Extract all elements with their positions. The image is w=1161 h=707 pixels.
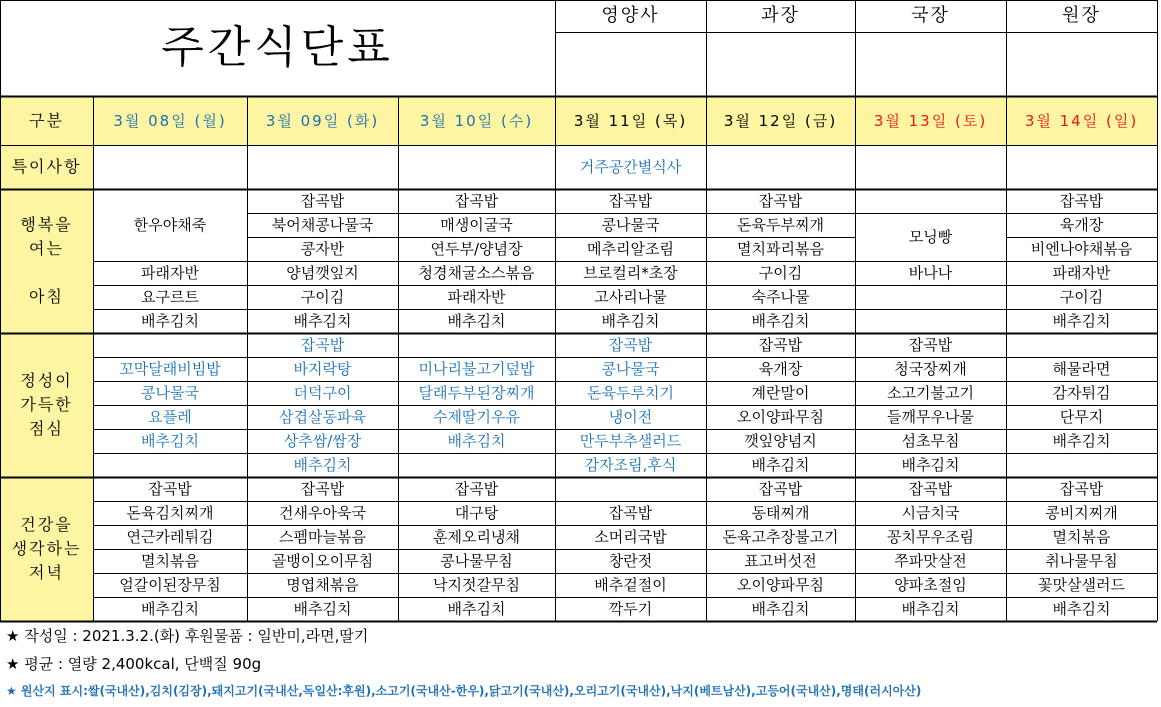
menu-item: 바지락탕: [293, 360, 352, 378]
menu-item: 잡곡밥: [908, 480, 953, 498]
approval-sign-box-3: [1006, 32, 1157, 96]
menu-item: 잡곡밥: [300, 336, 345, 354]
menu-item: 배추김치: [751, 456, 810, 474]
menu-item: 배추김치: [447, 600, 506, 618]
menu-item: 상추쌈/쌈장: [283, 432, 362, 450]
menu-item: 소고기불고기: [887, 384, 974, 402]
menu-item: 바나나: [908, 264, 953, 282]
menu-item: 감자튀김: [1052, 384, 1111, 402]
day-header-1: 3월 09일 (화): [247, 97, 398, 145]
menu-item: 배추김치: [293, 600, 352, 618]
menu-item: 배추김치: [1052, 432, 1111, 450]
menu-item: 콩비지찌개: [1045, 504, 1118, 522]
menu-item: 건새우아욱국: [279, 504, 366, 522]
menu-item: 꽃맛살샐러드: [1038, 576, 1125, 594]
menu-item: 시금치국: [901, 504, 960, 522]
day-header-0: 3월 08일 (월): [93, 97, 247, 145]
menu-item: 요구르트: [141, 288, 199, 306]
menu-item: 잡곡밥: [608, 336, 653, 354]
menu-item: 달래두부된장찌개: [418, 384, 535, 402]
menu-item: 오이양파무침: [737, 408, 824, 426]
menu-item: 육개장: [1059, 216, 1104, 234]
menu-item: 잡곡밥: [758, 192, 803, 210]
menu-item: 잡곡밥: [758, 336, 803, 354]
menu-item: 잡곡밥: [300, 480, 345, 498]
menu-item: [855, 309, 1006, 333]
menu-item: 수제딸기우유: [433, 408, 520, 426]
menu-item: 돈육김치찌개: [126, 504, 214, 522]
menu-item: 잡곡밥: [454, 192, 499, 210]
menu-item: 배추김치: [1052, 312, 1111, 330]
menu-item: [398, 453, 555, 477]
header-label: 구분: [0, 97, 93, 145]
menu-item: 콩나물국: [141, 384, 199, 402]
menu-item: 배추김치: [141, 600, 199, 618]
page-title: 주간식단표: [161, 21, 394, 73]
special-note-1: [247, 145, 398, 189]
menu-item: 구이김: [300, 288, 345, 306]
menu-item: [855, 285, 1006, 309]
menu-item: 잡곡밥: [908, 336, 953, 354]
menu-item: 파래자반: [1052, 264, 1111, 282]
special-note-3: 거주공간별식사: [579, 158, 682, 176]
menu-item: 잡곡밥: [1059, 480, 1104, 498]
menu-item: 메추리알조림: [587, 240, 674, 258]
menu-item: 배추김치: [293, 456, 352, 474]
menu-item: 한우야채죽: [133, 216, 207, 234]
menu-item: 깻잎양념지: [744, 432, 817, 450]
menu-item: 연두부/양념장: [430, 240, 523, 258]
menu-item: 배추김치: [141, 312, 199, 330]
menu-item: 냉이전: [608, 408, 653, 426]
menu-item: 삼겹살동파육: [279, 408, 366, 426]
day-header-5: 3월 13일 (토): [855, 97, 1006, 145]
menu-item: 꼬막달래비빔밥: [119, 360, 221, 378]
approval-label-3: 원장: [1062, 5, 1101, 27]
menu-item: 얼갈이된장무침: [119, 576, 221, 594]
menu-item: 꽁치무우조림: [887, 528, 974, 546]
special-note-2: [398, 145, 555, 189]
special-note-4: [706, 145, 855, 189]
menu-item: 잡곡밥: [1059, 192, 1104, 210]
special-label: 특이사항: [0, 145, 93, 189]
menu-item: 매생이굴국: [440, 216, 513, 234]
menu-item: 배추김치: [1052, 600, 1111, 618]
meal-label-2: 건강을 생각하는 저녁: [0, 477, 93, 621]
menu-item: 배추김치: [601, 312, 660, 330]
menu-item: 표고버섯전: [744, 552, 817, 570]
menu-item: 멸치볶음: [141, 552, 199, 570]
special-note-6: [1006, 145, 1157, 189]
menu-item: 콩나물국: [601, 216, 660, 234]
menu-item: 배추겉절이: [594, 576, 667, 594]
menu-item: 돈육두부찌개: [737, 216, 824, 234]
menu-item: 육개장: [758, 360, 803, 378]
menu-item: 배추김치: [751, 312, 810, 330]
day-header-4: 3월 12일 (금): [706, 97, 855, 145]
approval-label-0: 영양사: [601, 5, 660, 27]
approval-sign-box-0: [555, 32, 706, 96]
menu-item: 파래자반: [447, 288, 506, 306]
written-date-note: ★ 작성일 : 2021.3.2.(화) 후원물품 : 일반미,라면,딸기: [6, 627, 369, 645]
special-note-0: [93, 145, 247, 189]
menu-item: [555, 477, 706, 501]
menu-item: 멸치볶음: [1052, 528, 1111, 546]
origin-note: ★ 원산지 표시:쌀(국내산),김치(김장),돼지고기(국내산,독일산:후원),소고기(국내산-한우),닭고기(국내산),오리고기(국내산),낙지(베트남산),고등어(국내산),명태(러시아산): [6, 684, 922, 698]
menu-item: 배추김치: [447, 432, 506, 450]
menu-item: 양념깻잎지: [286, 264, 359, 282]
menu-item: 고사리나물: [594, 288, 667, 306]
approval-label-2: 국장: [911, 5, 950, 27]
menu-item: 미나리불고기덮밥: [418, 360, 535, 378]
menu-item: 스펨마늘볶음: [279, 528, 366, 546]
menu-item: 파래자반: [141, 264, 199, 282]
day-header-2: 3월 10일 (수): [398, 97, 555, 145]
menu-item: 쭈파맛살전: [894, 552, 967, 570]
meal-label-0: 행복을 여는 아침: [0, 189, 93, 333]
approval-sign-box-2: [855, 32, 1006, 96]
average-nutrition-note: ★ 평균 : 열량 2,400kcal, 단백질 90g: [6, 655, 262, 673]
menu-item: 배추김치: [141, 432, 199, 450]
menu-item: 배추김치: [901, 600, 960, 618]
menu-item: 콩나물무침: [440, 552, 513, 570]
menu-item: 낙지젓갈무침: [433, 576, 520, 594]
menu-item: 멸치꽈리볶음: [737, 240, 824, 258]
menu-item: 배추김치: [293, 312, 352, 330]
menu-item: 단무지: [1059, 408, 1104, 426]
menu-item: 소머리국밥: [594, 528, 667, 546]
menu-item: 훈제오리냉채: [433, 528, 520, 546]
menu-item: 더덕구이: [293, 384, 352, 402]
menu-item: 창란젓: [608, 552, 653, 570]
menu-item: [1006, 453, 1157, 477]
menu-item: 청경채굴소스볶음: [418, 264, 535, 282]
day-header-6: 3월 14일 (일): [1006, 97, 1157, 145]
menu-item: 잡곡밥: [148, 480, 192, 498]
menu-item: 돈육두루치기: [587, 384, 674, 402]
menu-item: 모닝빵: [908, 228, 953, 246]
menu-item: 배추김치: [901, 456, 960, 474]
menu-item: 구이김: [1059, 288, 1104, 306]
day-header-3: 3월 11일 (목): [555, 97, 706, 145]
menu-item: 구이김: [758, 264, 803, 282]
menu-item: 해물라면: [1052, 360, 1111, 378]
menu-item: 계란말이: [751, 384, 810, 402]
special-note-5: [855, 145, 1006, 189]
menu-item: 잡곡밥: [454, 480, 499, 498]
menu-item: 브로컬리*초장: [583, 264, 678, 282]
menu-item: 대구탕: [454, 504, 499, 522]
menu-item: 만두부추샐러드: [579, 432, 682, 450]
menu-item: 청국장찌개: [894, 360, 967, 378]
meal-label-1: 정성이 가득한 점심: [0, 333, 93, 477]
menu-item: 들깨무우나물: [887, 408, 974, 426]
menu-item: 요플레: [148, 408, 192, 426]
menu-item: 골뱅이오이무침: [271, 552, 374, 570]
menu-item: 오이양파무침: [737, 576, 824, 594]
menu-item: 감자조림,후식: [584, 456, 677, 474]
menu-item: 잡곡밥: [608, 192, 653, 210]
menu-item: [1006, 333, 1157, 357]
menu-item: [398, 333, 555, 357]
menu-item: 연근카레튀김: [126, 528, 214, 546]
menu-item: 양파초절임: [894, 576, 967, 594]
menu-item: 배추김치: [447, 312, 506, 330]
menu-item: 콩나물국: [601, 360, 660, 378]
menu-item: 명엽채볶음: [286, 576, 359, 594]
menu-item: 깍두기: [608, 600, 653, 618]
menu-item: 섬초무침: [901, 432, 960, 450]
menu-item: 잡곡밥: [758, 480, 803, 498]
menu-item: 취나물무침: [1045, 552, 1118, 570]
menu-item: 숙주나물: [751, 288, 810, 306]
menu-item: 배추김치: [751, 600, 810, 618]
menu-item: [855, 189, 1006, 213]
menu-item: 돈육고추장불고기: [722, 528, 839, 546]
menu-item: 북어채콩나물국: [271, 216, 374, 234]
menu-item: 잡곡밥: [300, 192, 345, 210]
menu-item: 잡곡밥: [608, 504, 653, 522]
approval-sign-box-1: [706, 32, 855, 96]
approval-label-1: 과장: [761, 5, 800, 27]
menu-item: [93, 453, 247, 477]
menu-item: 콩자반: [300, 240, 345, 258]
menu-item: [93, 333, 247, 357]
menu-item: 비엔나야채볶음: [1030, 240, 1133, 258]
menu-item: 동태찌개: [751, 504, 810, 522]
